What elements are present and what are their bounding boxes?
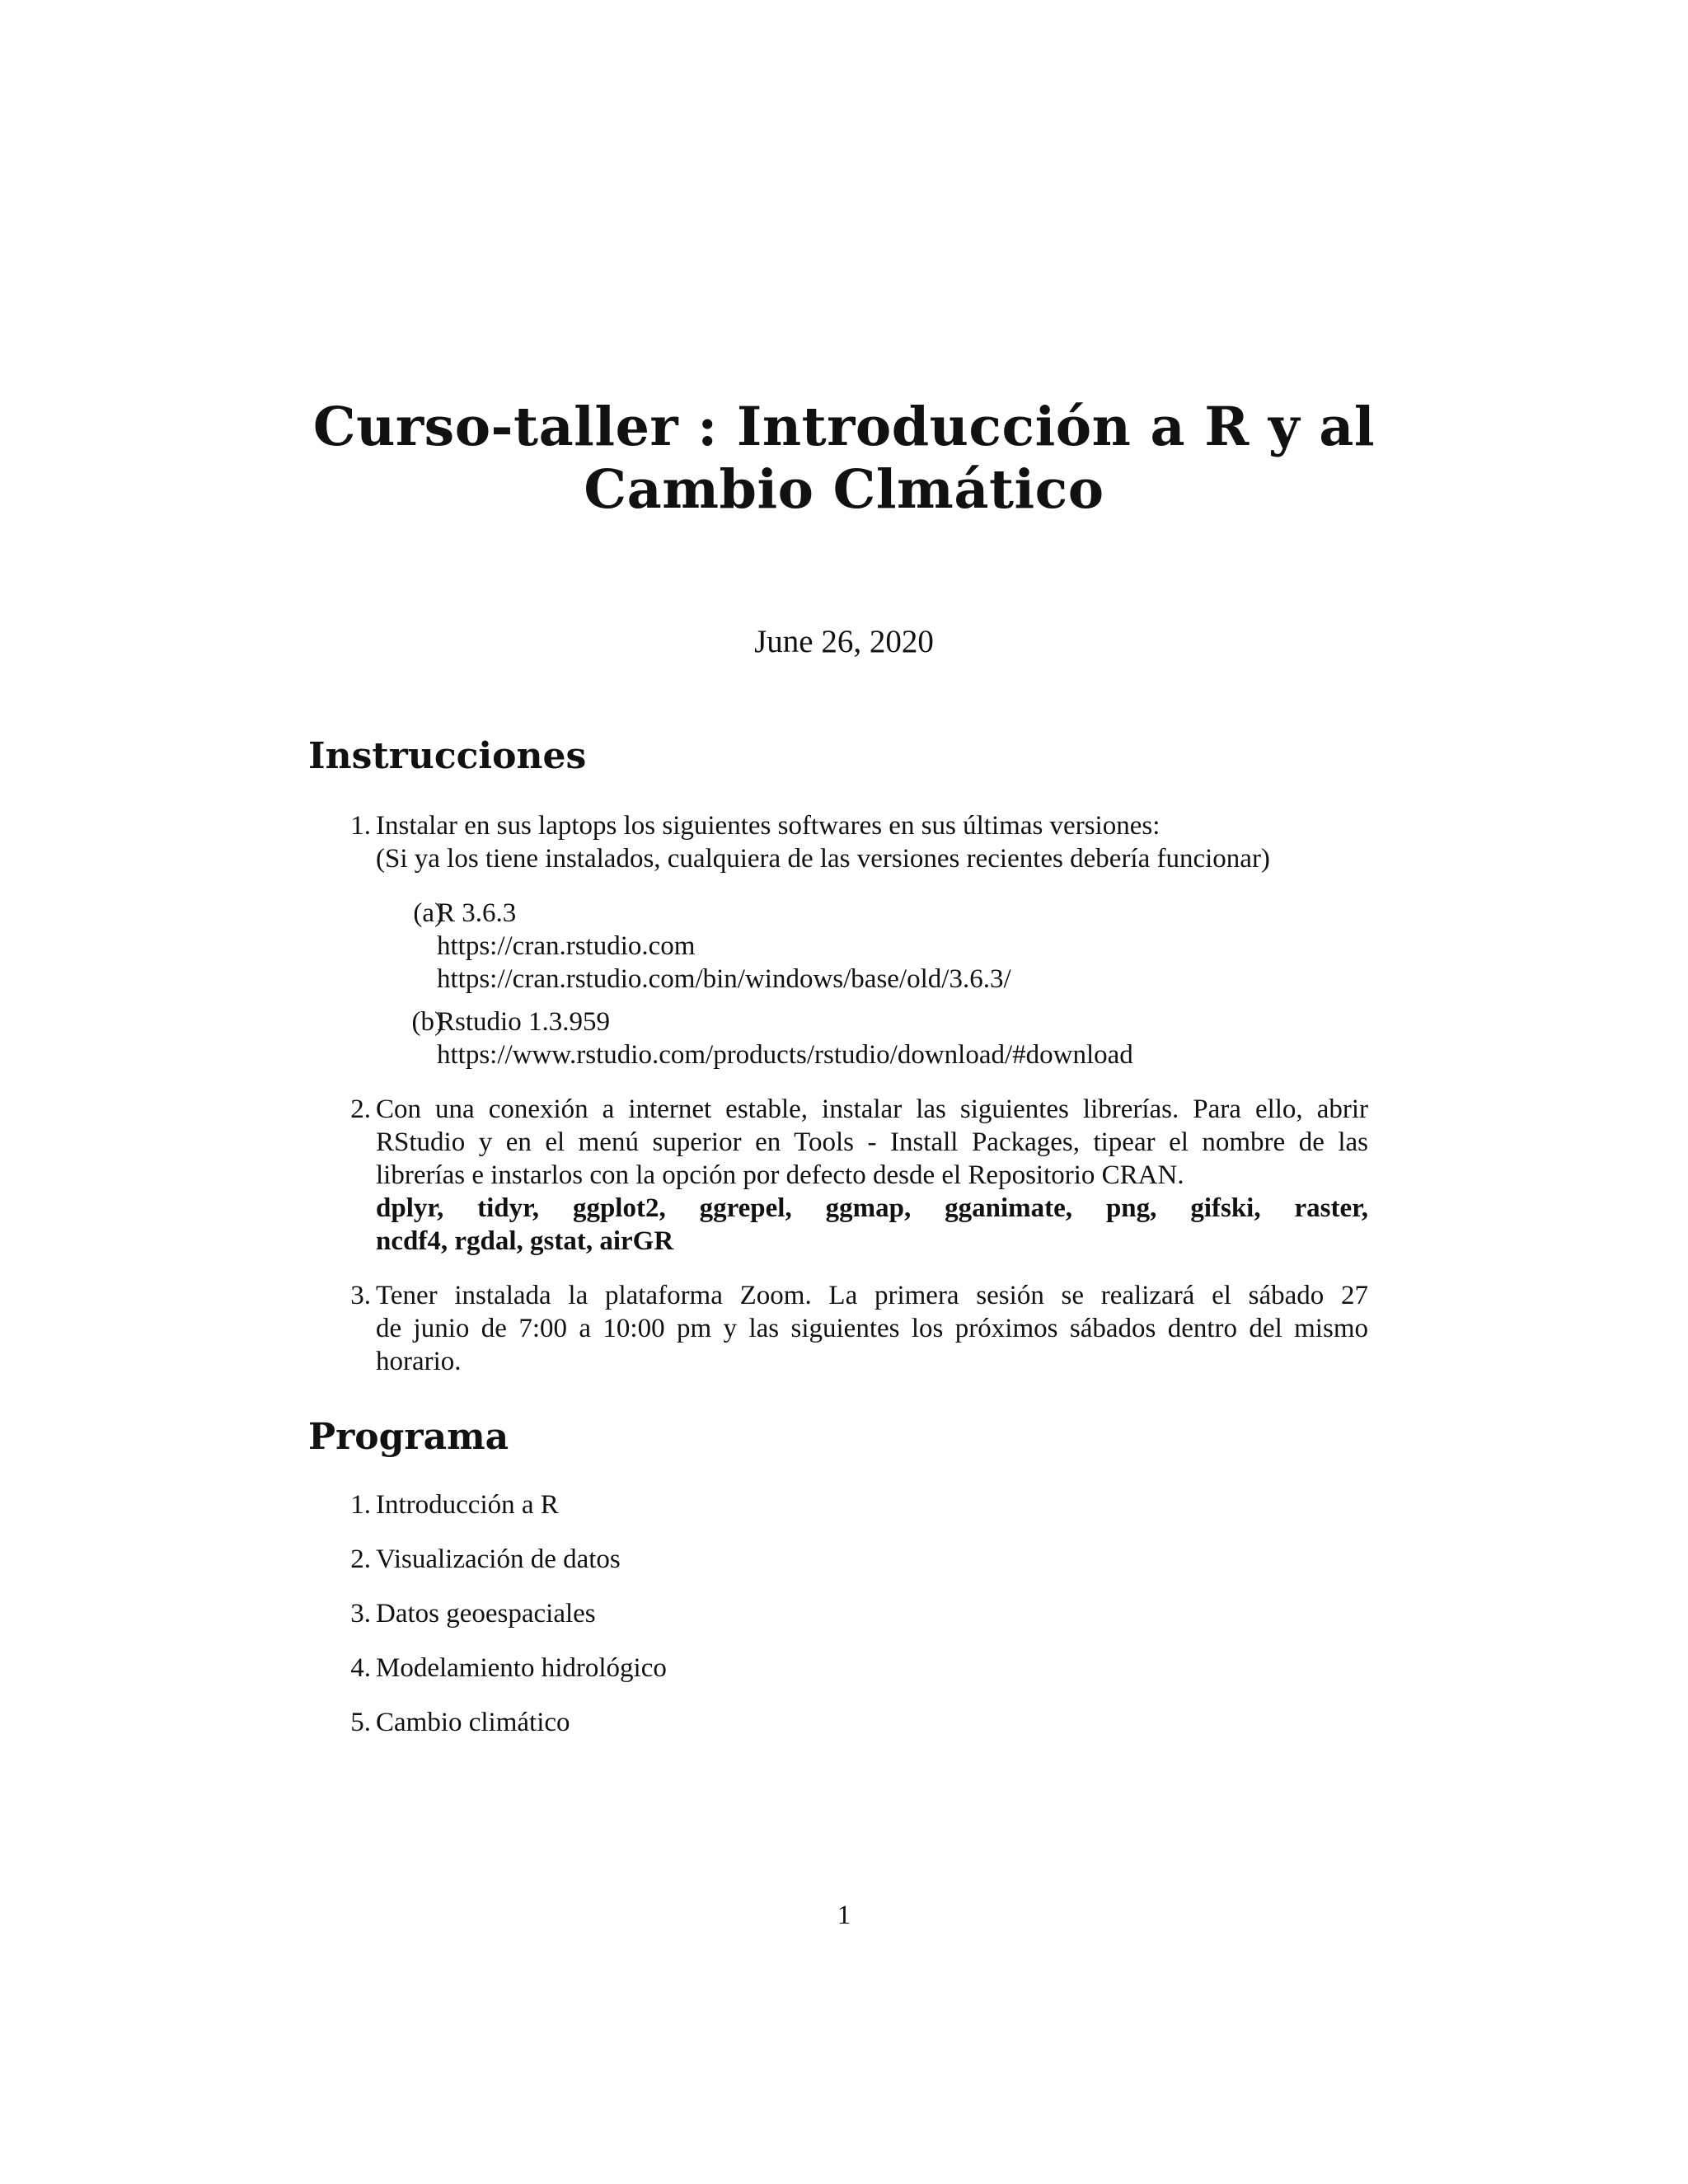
list-item-text: Cambio climático [376, 1708, 570, 1737]
subitem-label: (b) [411, 1007, 443, 1037]
title-line-2: Cambio Clmático [584, 458, 1104, 521]
instruction-item-2 [308, 1093, 1380, 1258]
software-name: R 3.6.3 [437, 898, 517, 928]
subitem-b [376, 1005, 1365, 1071]
program-item-5 [308, 1706, 1380, 1739]
list-number: 3. [350, 1281, 371, 1310]
subitem-label: (a) [413, 898, 443, 928]
subitem-text [437, 1005, 1133, 1071]
program-item-3 [308, 1597, 1380, 1630]
instruction-item-1 [308, 809, 1380, 875]
list-number: 3. [350, 1599, 371, 1629]
text-line: Tener instalada la plataforma Zoom. La primera sesión se realizará el sábado 27 [376, 1281, 1368, 1310]
text-line: de junio de 7:00 a 10:00 pm y las siguientes los próximos sábados dentro del mismo [376, 1314, 1368, 1343]
section-heading-programa: Programa [308, 1416, 509, 1458]
section-heading-instrucciones: Instrucciones [308, 735, 587, 777]
instruction-item-3 [308, 1279, 1380, 1378]
list-number: 1. [350, 1490, 371, 1520]
library-list-line: ncdf4, rgdal, gstat, airGR [376, 1226, 674, 1256]
program-item-4 [308, 1652, 1380, 1685]
list-item-text: Datos geoespaciales [376, 1599, 596, 1629]
library-list-line: dplyr, tidyr, ggplot2, ggrepel, ggmap, gganimate, png, gifski, raster, [376, 1193, 1368, 1223]
software-name: Rstudio 1.3.959 [437, 1007, 610, 1037]
subitem-a [376, 897, 1365, 996]
program-item-1 [308, 1488, 1380, 1521]
program-item-2 [308, 1543, 1380, 1576]
text-line: RStudio y en el menú superior en Tools - Install Packages, tipear el nombre de las [376, 1127, 1368, 1157]
list-number: 4. [350, 1653, 371, 1683]
title-line-1: Curso-taller : Introducción a R y al [312, 396, 1376, 458]
page-number: 1 [837, 1900, 851, 1930]
list-item-text: Introducción a R [376, 1490, 559, 1520]
text-line: (Si ya los tiene instalados, cualquiera de las versiones recientes debería funcionar) [376, 844, 1270, 874]
url-text: https://cran.rstudio.com/bin/windows/base/old/3.6.3/ [437, 964, 1011, 994]
list-number: 2. [350, 1094, 371, 1124]
text-line: horario. [376, 1347, 462, 1376]
list-item-text: Visualización de datos [376, 1544, 621, 1574]
url-text: https://cran.rstudio.com [437, 931, 696, 961]
url-text: https://www.rstudio.com/products/rstudio/download/#download [437, 1040, 1133, 1070]
list-item-text [376, 1093, 1368, 1258]
document-date: June 26, 2020 [754, 624, 934, 659]
list-number: 1. [350, 811, 371, 841]
list-item-text: Modelamiento hidrológico [376, 1653, 667, 1683]
list-item-text [376, 809, 1368, 875]
text-line: librerías e instarlos con la opción por defecto desde el Repositorio CRAN. [376, 1160, 1184, 1190]
list-number: 2. [350, 1544, 371, 1574]
subitem-text [437, 897, 1011, 996]
document-title [226, 396, 1462, 521]
text-line: Con una conexión a internet estable, instalar las siguientes librerías. Para ello, abrir [376, 1094, 1368, 1124]
list-number: 5. [350, 1708, 371, 1737]
list-item-text [376, 1279, 1368, 1378]
text-line: Instalar en sus laptops los siguientes softwares en sus últimas versiones: [376, 811, 1160, 841]
